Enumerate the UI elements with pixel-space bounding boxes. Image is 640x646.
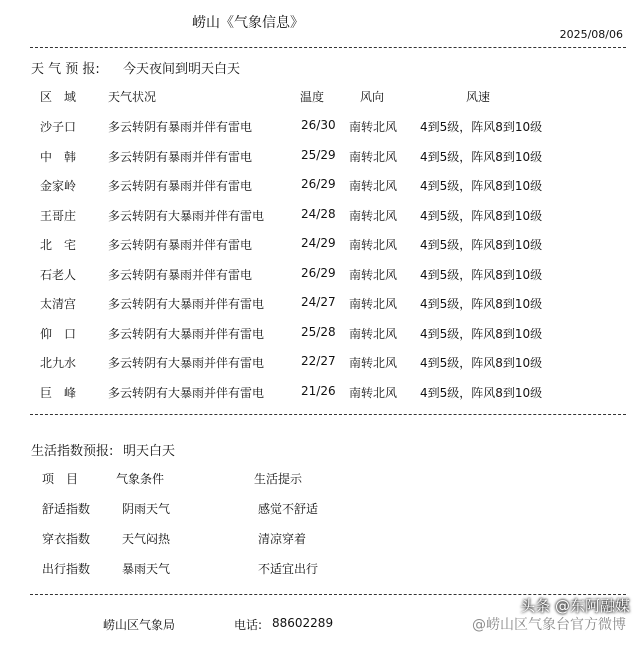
forecast-row (0, 177, 640, 195)
wind-dir-cell: 南转北风 (349, 356, 398, 370)
temp-cell: 26/30 (301, 118, 336, 132)
wind-speed-cell: 4到5级，阵风8到10级 (420, 326, 543, 341)
forecast-row (0, 118, 640, 136)
area-cell: 仰 口 (40, 326, 77, 341)
temp-cell: 21/26 (301, 383, 336, 398)
wind-speed-cell: 4到5级，阵风8到10级 (420, 120, 543, 134)
wind-speed-cell: 4到5级，阵风8到10级 (420, 297, 543, 311)
area-cell: 石老人 (40, 267, 77, 282)
index-item-cell: 舒适指数 (42, 502, 91, 516)
wind-speed-cell: 4到5级，阵风8到10级 (420, 179, 543, 193)
wind-dir-cell: 南转北风 (349, 326, 398, 341)
wind-dir-cell: 南转北风 (349, 238, 398, 252)
document-title: 崂山《气象信息》 (192, 15, 304, 31)
index-condition-cell: 阴雨天气 (122, 502, 171, 516)
wind-dir-cell: 南转北风 (349, 297, 398, 311)
index-tip-cell: 不适宜出行 (258, 562, 319, 576)
area-cell: 中 韩 (40, 149, 77, 164)
condition-cell: 多云转阴有暴雨并伴有雷电 (108, 238, 253, 252)
index-condition-cell: 暴雨天气 (122, 562, 171, 576)
condition-cell: 多云转阴有大暴雨并伴有雷电 (108, 326, 265, 341)
condition-cell: 多云转阴有暴雨并伴有雷电 (108, 267, 253, 282)
divider-top (30, 47, 626, 48)
temp-cell: 25/28 (301, 324, 336, 339)
wind-speed-cell: 4到5级，阵风8到10级 (420, 356, 543, 370)
phone-label: 电话: (234, 618, 263, 632)
index-tip-cell: 清凉穿着 (258, 532, 307, 546)
temp-cell: 24/28 (301, 206, 336, 221)
wind-dir-cell: 南转北风 (349, 179, 398, 193)
col-area: 区 域 (40, 90, 77, 104)
wind-speed-cell: 4到5级，阵风8到10级 (420, 238, 543, 252)
condition-cell: 多云转阴有暴雨并伴有雷电 (108, 120, 253, 134)
col-condition: 天气状况 (108, 90, 157, 104)
col-wind-speed: 风速 (466, 90, 491, 104)
col-wind-dir: 风向 (360, 90, 385, 104)
condition-cell: 多云转阴有大暴雨并伴有雷电 (108, 208, 265, 223)
forecast-row (0, 266, 640, 284)
forecast-row (0, 148, 640, 166)
wind-dir-cell: 南转北风 (349, 385, 398, 400)
forecast-row (0, 295, 640, 313)
weibo-watermark: @崂山区气象台官方微博 (472, 617, 626, 633)
temp-cell: 25/29 (301, 147, 336, 162)
temp-cell: 26/29 (301, 177, 336, 191)
phone-number: 88602289 (272, 616, 334, 630)
wind-speed-cell: 4到5级，阵风8到10级 (420, 385, 543, 400)
col-life-tip: 生活提示 (254, 472, 303, 486)
life-index-label: 生活指数预报: (31, 444, 114, 459)
toutiao-watermark: 头条 @东阿融媒 (520, 597, 630, 615)
life-index-period: 明天白天 (123, 444, 176, 459)
divider-middle (30, 414, 626, 415)
condition-cell: 多云转阴有暴雨并伴有雷电 (108, 149, 253, 164)
wind-dir-cell: 南转北风 (349, 267, 398, 282)
forecast-row (0, 325, 640, 343)
temp-cell: 26/29 (301, 265, 336, 280)
col-item: 项 目 (42, 472, 79, 486)
wind-dir-cell: 南转北风 (349, 120, 398, 134)
temp-cell: 24/27 (301, 295, 336, 309)
area-cell: 巨 峰 (40, 385, 77, 400)
bureau-name: 崂山区气象局 (103, 618, 176, 632)
col-meteo-condition: 气象条件 (116, 472, 165, 486)
forecast-row (0, 384, 640, 402)
forecast-row (0, 354, 640, 372)
wind-speed-cell: 4到5级，阵风8到10级 (420, 208, 543, 223)
condition-cell: 多云转阴有大暴雨并伴有雷电 (108, 297, 265, 311)
condition-cell: 多云转阴有大暴雨并伴有雷电 (108, 385, 265, 400)
area-cell: 太清宫 (40, 297, 77, 311)
area-cell: 北九水 (40, 356, 77, 370)
index-item-cell: 穿衣指数 (42, 532, 91, 546)
life-index-row (0, 500, 640, 518)
col-temp: 温度 (300, 90, 325, 104)
wind-dir-cell: 南转北风 (349, 149, 398, 164)
issue-date: 2025/08/06 (559, 28, 623, 41)
life-index-row (0, 530, 640, 548)
wind-speed-cell: 4到5级，阵风8到10级 (420, 149, 543, 164)
area-cell: 王哥庄 (40, 208, 77, 223)
temp-cell: 24/29 (301, 236, 336, 250)
area-cell: 北 宅 (40, 238, 77, 252)
area-cell: 金家岭 (40, 179, 77, 193)
area-cell: 沙子口 (40, 120, 77, 134)
forecast-row (0, 207, 640, 225)
temp-cell: 22/27 (301, 354, 336, 368)
index-condition-cell: 天气闷热 (122, 532, 171, 546)
index-item-cell: 出行指数 (42, 562, 91, 576)
index-tip-cell: 感觉不舒适 (258, 502, 319, 516)
condition-cell: 多云转阴有暴雨并伴有雷电 (108, 179, 253, 193)
forecast-label: 天 气 预 报: (31, 62, 100, 77)
wind-dir-cell: 南转北风 (349, 208, 398, 223)
forecast-period: 今天夜间到明天白天 (123, 62, 241, 77)
wind-speed-cell: 4到5级，阵风8到10级 (420, 267, 543, 282)
life-index-row (0, 560, 640, 578)
forecast-row (0, 236, 640, 254)
condition-cell: 多云转阴有大暴雨并伴有雷电 (108, 356, 265, 370)
